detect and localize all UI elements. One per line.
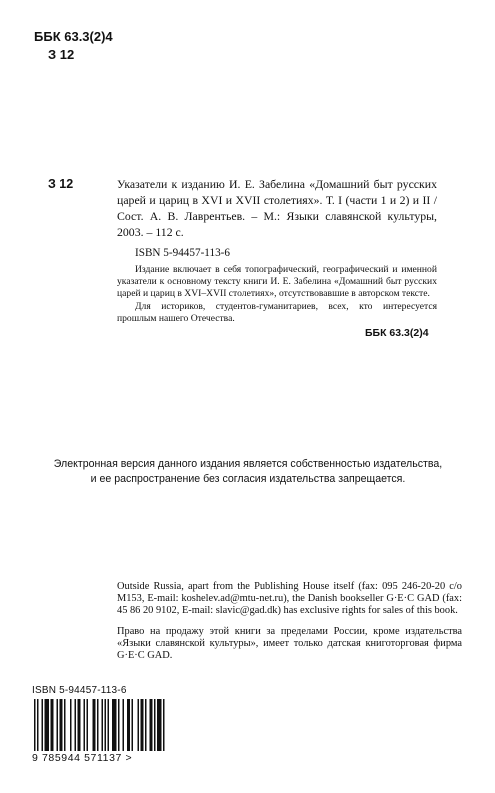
outside-russia-rights: Outside Russia, apart from the Publishing House itself (fax: 095 246-20-20 c/o M153, E-mail: koshelev.ad@mtu-net.ru), the Danish bookseller G·E·C GAD (fax: 45 86 20 9102, E-mail: slavic@gad.dk) has exclusive rights for sales of this book. (117, 581, 462, 616)
annotation-paragraph-2: Для историков, студентов-гуманитариев, всех, кто интересуется прошлым нашего Отечества. (117, 301, 437, 325)
annotation-paragraph-1: Издание включает в себя топографический, географический и именной указатели к основному тексту книги И. Е. Забелина «Домашний быт русских царей и цариц в XVI–XVII столетиях», отсутствовавшие в авторском тексте. (117, 264, 437, 299)
bibliographic-entry: Указатели к изданию И. Е. Забелина «Домашний быт русских царей и цариц в XVI и XVII столетиях». Т. I (части 1 и 2) и II / Сост. А. В. Лаврентьев. – М.: Языки славянской культуры, 2003. – 112 с. (117, 177, 437, 239)
annotation (117, 264, 437, 325)
catalog-author-code: З 12 (48, 177, 74, 191)
sales-rights-russian: Право на продажу этой книги за пределами России, кроме издательства «Языки славянской культуры», имеет только датская книготорговая фирма G·E·C GAD. (117, 626, 462, 661)
catalog-bbk-code: ББК 63.3(2)4 (365, 327, 429, 339)
header-codes (34, 28, 113, 64)
barcode-bars (32, 699, 170, 753)
isbn-number: ISBN 5-94457-113-6 (135, 247, 230, 259)
electronic-notice-line-1: Электронная версия данного издания является собственностью издательства, (53, 458, 443, 470)
barcode (32, 685, 170, 765)
electronic-version-notice (36, 457, 460, 487)
barcode-digits: 9 785944 571137 > (32, 752, 133, 764)
barcode-isbn-label: ISBN 5-94457-113-6 (32, 685, 127, 696)
electronic-notice-line-2: и ее распространение без согласия издательства запрещается. (90, 473, 406, 485)
author-code-top: З 12 (48, 47, 75, 62)
bbk-code-top: ББК 63.3(2)4 (34, 29, 113, 44)
